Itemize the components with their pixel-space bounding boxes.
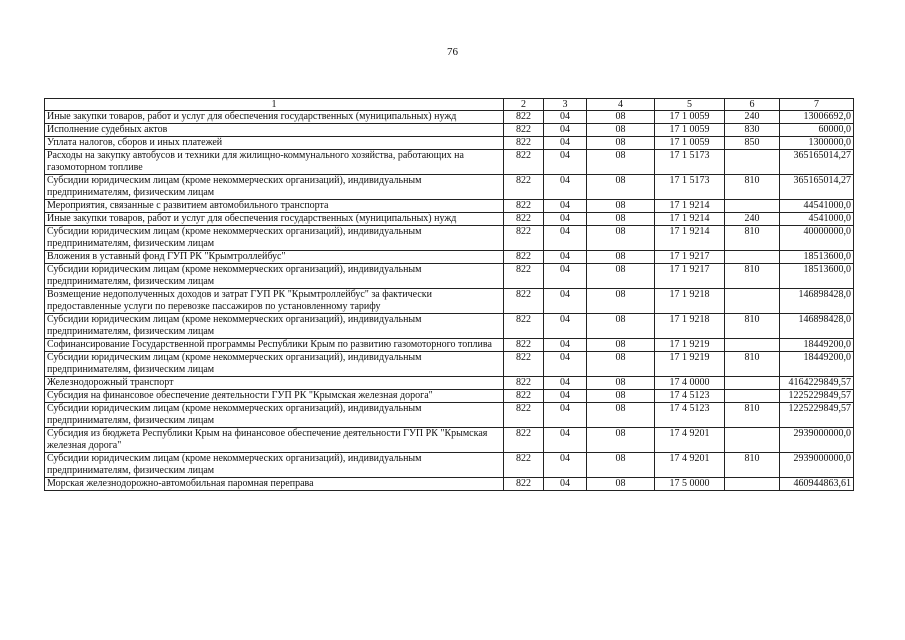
target-article-code: 17 4 5123 bbox=[655, 403, 725, 428]
subsection-code: 08 bbox=[587, 137, 655, 150]
table-row bbox=[45, 213, 854, 226]
admin-code: 822 bbox=[504, 428, 544, 453]
section-code: 04 bbox=[544, 213, 587, 226]
section-code: 04 bbox=[544, 175, 587, 200]
target-article-code: 17 1 9218 bbox=[655, 289, 725, 314]
admin-code: 822 bbox=[504, 314, 544, 339]
target-article-code: 17 1 9219 bbox=[655, 339, 725, 352]
admin-code: 822 bbox=[504, 200, 544, 213]
section-code: 04 bbox=[544, 124, 587, 137]
table-row bbox=[45, 428, 854, 453]
table-body bbox=[45, 111, 854, 491]
target-article-code: 17 1 9218 bbox=[655, 314, 725, 339]
admin-code: 822 bbox=[504, 453, 544, 478]
target-article-code: 17 1 0059 bbox=[655, 137, 725, 150]
subsection-code: 08 bbox=[587, 403, 655, 428]
amount: 1225229849,57 bbox=[780, 390, 854, 403]
subsection-code: 08 bbox=[587, 352, 655, 377]
row-name: Иные закупки товаров, работ и услуг для обеспечения государственных (муниципальных) нужд bbox=[45, 111, 504, 124]
expense-type-code bbox=[725, 200, 780, 213]
section-code: 04 bbox=[544, 264, 587, 289]
subsection-code: 08 bbox=[587, 453, 655, 478]
target-article-code: 17 4 9201 bbox=[655, 453, 725, 478]
section-code: 04 bbox=[544, 226, 587, 251]
table-row bbox=[45, 137, 854, 150]
target-article-code: 17 1 9219 bbox=[655, 352, 725, 377]
section-code: 04 bbox=[544, 403, 587, 428]
expense-type-code: 810 bbox=[725, 175, 780, 200]
target-article-code: 17 1 9214 bbox=[655, 226, 725, 251]
subsection-code: 08 bbox=[587, 150, 655, 175]
subsection-code: 08 bbox=[587, 226, 655, 251]
expense-type-code bbox=[725, 428, 780, 453]
table-row bbox=[45, 124, 854, 137]
amount: 2939000000,0 bbox=[780, 428, 854, 453]
admin-code: 822 bbox=[504, 289, 544, 314]
amount: 2939000000,0 bbox=[780, 453, 854, 478]
section-code: 04 bbox=[544, 200, 587, 213]
amount: 18449200,0 bbox=[780, 352, 854, 377]
amount: 18449200,0 bbox=[780, 339, 854, 352]
admin-code: 822 bbox=[504, 150, 544, 175]
target-article-code: 17 1 0059 bbox=[655, 111, 725, 124]
page-number: 76 bbox=[447, 46, 458, 58]
target-article-code: 17 1 5173 bbox=[655, 150, 725, 175]
admin-code: 822 bbox=[504, 403, 544, 428]
column-header-4: 4 bbox=[587, 99, 655, 111]
row-name: Возмещение недополученных доходов и затрат ГУП РК "Крымтроллейбус" за фактически предоставленные услуги по перевозке пассажиров по установленному тарифу bbox=[45, 289, 504, 314]
row-name: Морская железнодорожно-автомобильная паромная переправа bbox=[45, 478, 504, 491]
table-row bbox=[45, 453, 854, 478]
header-row bbox=[45, 99, 854, 111]
amount: 40000000,0 bbox=[780, 226, 854, 251]
expense-type-code: 810 bbox=[725, 352, 780, 377]
row-name: Субсидии юридическим лицам (кроме некоммерческих организаций), индивидуальным предпринимателям, физическим лицам bbox=[45, 226, 504, 251]
column-header-5: 5 bbox=[655, 99, 725, 111]
row-name: Субсидии юридическим лицам (кроме некоммерческих организаций), индивидуальным предпринимателям, физическим лицам bbox=[45, 314, 504, 339]
expense-type-code: 810 bbox=[725, 226, 780, 251]
expense-type-code: 830 bbox=[725, 124, 780, 137]
row-name: Исполнение судебных актов bbox=[45, 124, 504, 137]
admin-code: 822 bbox=[504, 226, 544, 251]
section-code: 04 bbox=[544, 352, 587, 377]
row-name: Субсидия на финансовое обеспечение деятельности ГУП РК "Крымская железная дорога" bbox=[45, 390, 504, 403]
row-name: Субсидии юридическим лицам (кроме некоммерческих организаций), индивидуальным предпринимателям, физическим лицам bbox=[45, 352, 504, 377]
row-name: Субсидии юридическим лицам (кроме некоммерческих организаций), индивидуальным предпринимателям, физическим лицам bbox=[45, 453, 504, 478]
admin-code: 822 bbox=[504, 264, 544, 289]
section-code: 04 bbox=[544, 289, 587, 314]
expense-type-code: 810 bbox=[725, 403, 780, 428]
admin-code: 822 bbox=[504, 137, 544, 150]
target-article-code: 17 4 0000 bbox=[655, 377, 725, 390]
amount: 13006692,0 bbox=[780, 111, 854, 124]
admin-code: 822 bbox=[504, 339, 544, 352]
target-article-code: 17 1 5173 bbox=[655, 175, 725, 200]
table-row bbox=[45, 314, 854, 339]
column-header-3: 3 bbox=[544, 99, 587, 111]
target-article-code: 17 1 9214 bbox=[655, 213, 725, 226]
row-name: Софинансирование Государственной программы Республики Крым по развитию газомоторного топлива bbox=[45, 339, 504, 352]
subsection-code: 08 bbox=[587, 478, 655, 491]
section-code: 04 bbox=[544, 111, 587, 124]
budget-table bbox=[44, 98, 854, 491]
target-article-code: 17 4 5123 bbox=[655, 390, 725, 403]
target-article-code: 17 1 0059 bbox=[655, 124, 725, 137]
admin-code: 822 bbox=[504, 478, 544, 491]
section-code: 04 bbox=[544, 428, 587, 453]
row-name: Субсидия из бюджета Республики Крым на финансовое обеспечение деятельности ГУП РК "Крымская железная дорога" bbox=[45, 428, 504, 453]
subsection-code: 08 bbox=[587, 390, 655, 403]
expense-type-code bbox=[725, 251, 780, 264]
admin-code: 822 bbox=[504, 111, 544, 124]
section-code: 04 bbox=[544, 339, 587, 352]
subsection-code: 08 bbox=[587, 377, 655, 390]
expense-type-code bbox=[725, 289, 780, 314]
expense-type-code: 810 bbox=[725, 314, 780, 339]
expense-type-code: 810 bbox=[725, 453, 780, 478]
table-row bbox=[45, 289, 854, 314]
admin-code: 822 bbox=[504, 377, 544, 390]
expense-type-code bbox=[725, 150, 780, 175]
target-article-code: 17 5 0000 bbox=[655, 478, 725, 491]
table-row bbox=[45, 150, 854, 175]
expense-type-code bbox=[725, 390, 780, 403]
row-name: Мероприятия, связанные с развитием автомобильного транспорта bbox=[45, 200, 504, 213]
section-code: 04 bbox=[544, 478, 587, 491]
subsection-code: 08 bbox=[587, 124, 655, 137]
subsection-code: 08 bbox=[587, 428, 655, 453]
column-header-2: 2 bbox=[504, 99, 544, 111]
subsection-code: 08 bbox=[587, 200, 655, 213]
amount: 4541000,0 bbox=[780, 213, 854, 226]
table-row bbox=[45, 111, 854, 124]
section-code: 04 bbox=[544, 453, 587, 478]
subsection-code: 08 bbox=[587, 251, 655, 264]
row-name: Железнодорожный транспорт bbox=[45, 377, 504, 390]
table-row bbox=[45, 339, 854, 352]
table-row bbox=[45, 226, 854, 251]
amount: 60000,0 bbox=[780, 124, 854, 137]
section-code: 04 bbox=[544, 390, 587, 403]
amount: 1300000,0 bbox=[780, 137, 854, 150]
table-row bbox=[45, 200, 854, 213]
amount: 44541000,0 bbox=[780, 200, 854, 213]
expense-type-code bbox=[725, 377, 780, 390]
row-name: Расходы на закупку автобусов и техники для жилищно-коммунального хозяйства, работающих на газомоторном топливе bbox=[45, 150, 504, 175]
subsection-code: 08 bbox=[587, 339, 655, 352]
row-name: Субсидии юридическим лицам (кроме некоммерческих организаций), индивидуальным предпринимателям, физическим лицам bbox=[45, 264, 504, 289]
amount: 460944863,61 bbox=[780, 478, 854, 491]
table-row bbox=[45, 377, 854, 390]
row-name: Иные закупки товаров, работ и услуг для обеспечения государственных (муниципальных) нужд bbox=[45, 213, 504, 226]
expense-type-code: 240 bbox=[725, 213, 780, 226]
admin-code: 822 bbox=[504, 251, 544, 264]
admin-code: 822 bbox=[504, 175, 544, 200]
table-row bbox=[45, 403, 854, 428]
subsection-code: 08 bbox=[587, 111, 655, 124]
section-code: 04 bbox=[544, 150, 587, 175]
admin-code: 822 bbox=[504, 124, 544, 137]
subsection-code: 08 bbox=[587, 213, 655, 226]
table-row bbox=[45, 352, 854, 377]
subsection-code: 08 bbox=[587, 264, 655, 289]
subsection-code: 08 bbox=[587, 314, 655, 339]
row-name: Субсидии юридическим лицам (кроме некоммерческих организаций), индивидуальным предпринимателям, физическим лицам bbox=[45, 403, 504, 428]
expense-type-code: 240 bbox=[725, 111, 780, 124]
amount: 1225229849,57 bbox=[780, 403, 854, 428]
table-row bbox=[45, 251, 854, 264]
subsection-code: 08 bbox=[587, 175, 655, 200]
table-row bbox=[45, 264, 854, 289]
section-code: 04 bbox=[544, 251, 587, 264]
expense-type-code: 850 bbox=[725, 137, 780, 150]
amount: 146898428,0 bbox=[780, 289, 854, 314]
table-row bbox=[45, 390, 854, 403]
subsection-code: 08 bbox=[587, 289, 655, 314]
expense-type-code bbox=[725, 339, 780, 352]
amount: 146898428,0 bbox=[780, 314, 854, 339]
row-name: Субсидии юридическим лицам (кроме некоммерческих организаций), индивидуальным предпринимателям, физическим лицам bbox=[45, 175, 504, 200]
admin-code: 822 bbox=[504, 213, 544, 226]
amount: 365165014,27 bbox=[780, 175, 854, 200]
target-article-code: 17 1 9217 bbox=[655, 264, 725, 289]
admin-code: 822 bbox=[504, 390, 544, 403]
amount: 18513600,0 bbox=[780, 264, 854, 289]
amount: 18513600,0 bbox=[780, 251, 854, 264]
column-header-7: 7 bbox=[780, 99, 854, 111]
section-code: 04 bbox=[544, 314, 587, 339]
target-article-code: 17 1 9214 bbox=[655, 200, 725, 213]
row-name: Уплата налогов, сборов и иных платежей bbox=[45, 137, 504, 150]
section-code: 04 bbox=[544, 137, 587, 150]
column-header-6: 6 bbox=[725, 99, 780, 111]
amount: 365165014,27 bbox=[780, 150, 854, 175]
column-header-1: 1 bbox=[45, 99, 504, 111]
table-row bbox=[45, 478, 854, 491]
amount: 4164229849,57 bbox=[780, 377, 854, 390]
expense-type-code bbox=[725, 478, 780, 491]
section-code: 04 bbox=[544, 377, 587, 390]
target-article-code: 17 4 9201 bbox=[655, 428, 725, 453]
expense-type-code: 810 bbox=[725, 264, 780, 289]
row-name: Вложения в уставный фонд ГУП РК "Крымтроллейбус" bbox=[45, 251, 504, 264]
table-row bbox=[45, 175, 854, 200]
admin-code: 822 bbox=[504, 352, 544, 377]
target-article-code: 17 1 9217 bbox=[655, 251, 725, 264]
